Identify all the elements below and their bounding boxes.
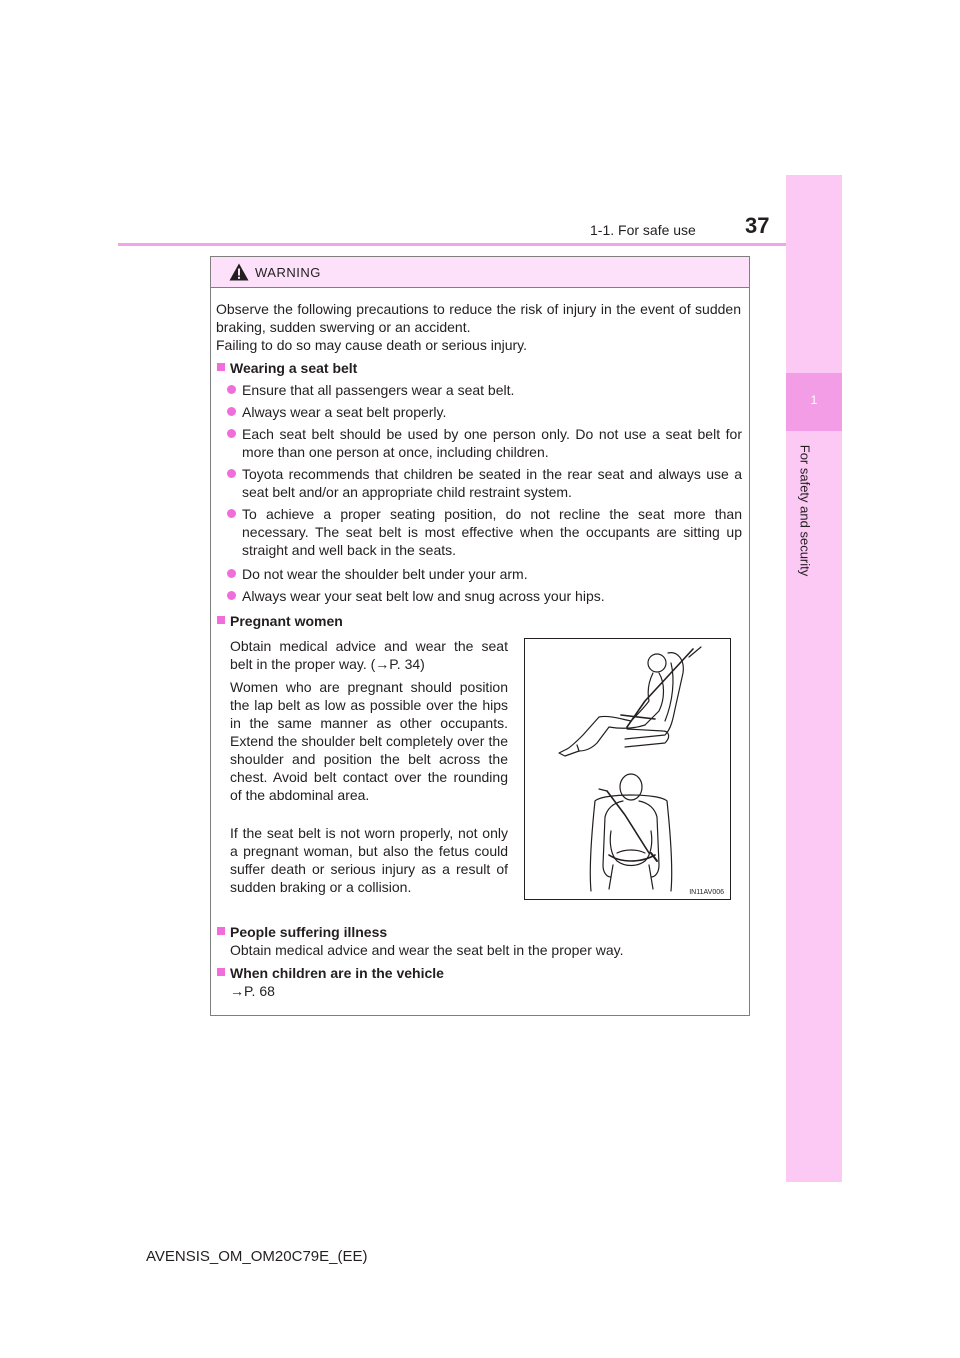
header-rule — [118, 243, 842, 246]
side-tab — [786, 175, 842, 1182]
square-bullet-icon — [217, 363, 225, 371]
pregnant-paragraph-2: Women who are pregnant should position the lap belt as low as possible over the hips in the same manner as other occupants. Extend the shoulder belt completely over the shoulder and position the belt across the chest. Avoid belt contact over the rounding of the abdominal area. — [230, 679, 508, 803]
seat-belt-item: Ensure that all passengers wear a seat belt. — [242, 382, 515, 398]
square-bullet-icon — [217, 927, 225, 935]
illness-heading: People suffering illness — [230, 924, 388, 940]
round-bullet-icon — [227, 509, 236, 518]
warning-intro-2: Failing to do so may cause death or serious injury. — [216, 337, 528, 353]
round-bullet-icon — [227, 407, 236, 416]
pregnant-seat-belt-figure — [524, 638, 731, 900]
side-tab-label: For safety and security — [797, 444, 813, 577]
warning-label: WARNING — [255, 265, 321, 280]
warning-triangle-icon — [229, 263, 249, 281]
pregnant-seat-belt-illustration — [525, 639, 730, 899]
page-number: 37 — [745, 213, 770, 238]
seat-belt-item: Always wear a seat belt properly. — [242, 404, 447, 420]
footer-document-code: AVENSIS_OM_OM20C79E_(EE) — [146, 1248, 368, 1265]
round-bullet-icon — [227, 469, 236, 478]
pregnant-heading: Pregnant women — [230, 613, 343, 629]
children-heading: When children are in the vehicle — [230, 965, 444, 981]
square-bullet-icon — [217, 968, 225, 976]
pregnant-paragraph-3: If the seat belt is not worn properly, not only a pregnant woman, but also the fetus could suffer death or serious injury as a result of sudden braking or a collision. — [230, 825, 508, 895]
side-tab-number: 1 — [810, 393, 818, 407]
warning-box — [210, 256, 750, 1016]
children-page-reference[interactable]: →P. 68 — [230, 983, 275, 999]
seat-belt-item: Do not wear the shoulder belt under your arm. — [242, 566, 528, 582]
round-bullet-icon — [227, 591, 236, 600]
figure-id: IN11AV006 — [689, 889, 724, 896]
round-bullet-icon — [227, 385, 236, 394]
seat-belt-item: To achieve a proper seating position, do not recline the seat more than necessary. The seat belt is most effective when the occupants are sitting up straight and well back in the seats. — [242, 506, 742, 558]
pregnant-paragraph-1: Obtain medical advice and wear the seat belt in the proper way. (→P. 34) — [230, 638, 508, 672]
warning-intro-1: Observe the following precautions to reduce the risk of injury in the event of sudden braking, sudden swerving or an accident. — [216, 301, 741, 335]
round-bullet-icon — [227, 569, 236, 578]
round-bullet-icon — [227, 429, 236, 438]
illness-text: Obtain medical advice and wear the seat belt in the proper way. — [230, 942, 624, 958]
seat-belt-item: Toyota recommends that children be seated in the rear seat and always use a seat belt and/or an appropriate child restraint system. — [242, 466, 742, 500]
section-label: 1-1. For safe use — [590, 222, 696, 238]
seat-belt-item: Each seat belt should be used by one person only. Do not use a seat belt for more than one person at once, including children. — [242, 426, 742, 460]
seat-belt-item: Always wear your seat belt low and snug across your hips. — [242, 588, 605, 604]
warning-header — [211, 257, 749, 288]
square-bullet-icon — [217, 616, 225, 624]
seat-belt-heading: Wearing a seat belt — [230, 360, 358, 376]
